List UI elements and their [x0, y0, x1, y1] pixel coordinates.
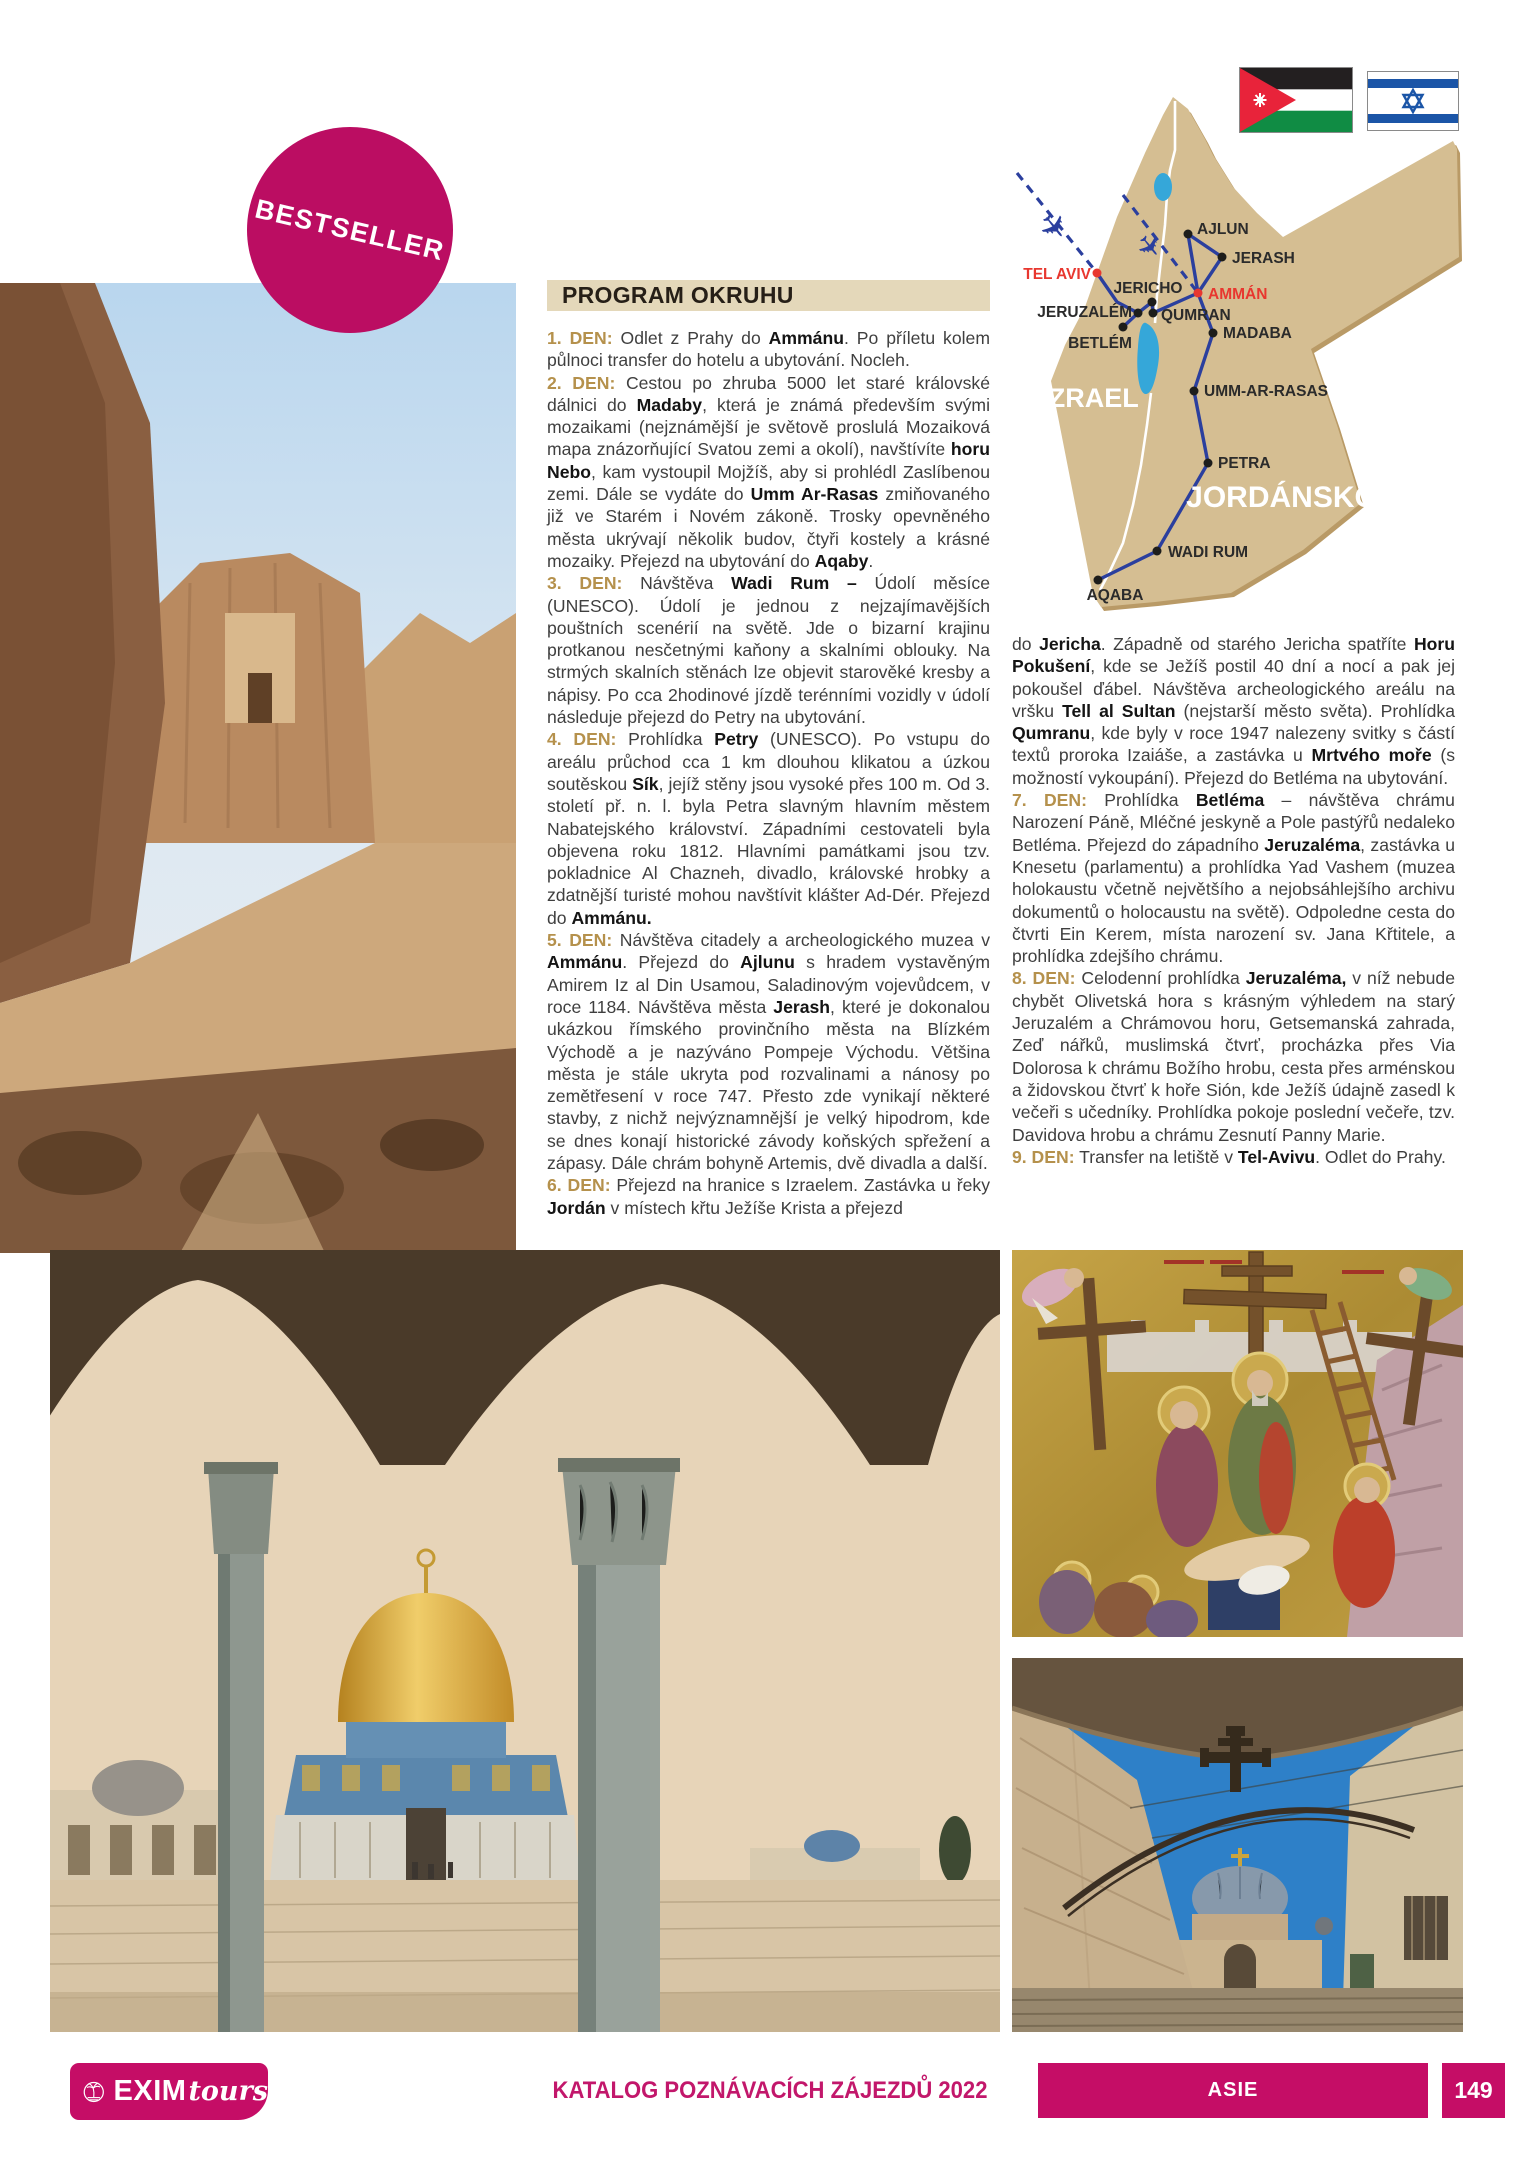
facade-door — [248, 673, 272, 723]
page-number-badge — [1442, 2063, 1505, 2118]
day-1-paragraph: 1. DEN: Odlet z Prahy do Ammánu. Po příletu kolem půlnoci transfer do hotelu a ubytování. Nocleh. — [547, 328, 990, 371]
program-left-column — [547, 280, 990, 1219]
label-amman: AMMÁN — [1208, 286, 1268, 303]
photo-dome-of-the-rock — [50, 1250, 1000, 2032]
section-label: ASIE — [1207, 2079, 1259, 2101]
label-ajlun: AJLUN — [1197, 221, 1249, 238]
airplane-icon: ✈ — [1127, 226, 1171, 268]
label-petra: PETRA — [1218, 455, 1271, 472]
label-betlem: BETLÉM — [1068, 335, 1132, 352]
airplane-icon: ✈ — [1028, 203, 1078, 252]
plaza-shadow — [50, 1992, 1000, 2032]
palm-tree-icon — [82, 2071, 106, 2113]
label-madaba: MADABA — [1223, 325, 1292, 342]
small-blue-dome — [804, 1830, 860, 1862]
day-7-paragraph: 7. DEN: Prohlídka Betléma – návštěva chrámu Narození Páně, Mléčné jeskyně a Pole pastýřů nedaleko Betléma. Přejezd do západního Jeruzaléma, zastávka u Knesetu (parlamentu) a prohlídka Yad Vashem (muzea holokaustu včetně největšího a nejobsáhlejšího archivu dokumentů o holocaustu na světě). Odpoledne cesta do čtvrti Ein Kerem, místa narození sv. Jana Křtitele, a prohlídka zdejšího chrámu. — [1012, 790, 1455, 967]
landmass — [1051, 97, 1462, 611]
window-grille — [1404, 1896, 1448, 1960]
page-number: 149 — [1454, 2077, 1493, 2103]
logo-tours-text: tours — [188, 2076, 268, 2107]
section-badge-asie — [1038, 2063, 1428, 2118]
tour-route-map — [1005, 95, 1465, 625]
lamp-ball — [1315, 1917, 1333, 1935]
label-umm-ar-rasas: UMM-AR-RASAS — [1204, 383, 1328, 400]
grey-dome — [92, 1760, 184, 1816]
exim-tours-logo — [70, 2063, 268, 2120]
day-9-paragraph: 9. DEN: Transfer na letiště v Tel-Avivu. Odlet do Prahy. — [1012, 1146, 1446, 1167]
sea-of-galilee — [1154, 173, 1172, 201]
photo-jerusalem-street — [1012, 1658, 1463, 2032]
label-jerash: JERASH — [1232, 250, 1295, 267]
boulder — [380, 1119, 484, 1171]
label-wadi-rum: WADI RUM — [1168, 544, 1249, 561]
day-6-paragraph: 6. DEN: Přejezd na hranice s Izraelem. Zastávka u řeky Jordán v místech křtu Ježíše Krista a přejezd — [547, 1175, 990, 1218]
photo-mosaic-deposition — [1012, 1250, 1463, 1637]
cypress-tree — [939, 1816, 971, 1884]
boulder — [18, 1131, 142, 1195]
day-2-paragraph: 2. DEN: Cestou po zhruba 5000 let staré královské dálnici do Madaby, která je známá především svými mozaikami (nejznámější je světově proslulá Mozaiková mapa znázorňující Svatou zemi a okolí), navštívíte horu Nebo, kam vystoupil Mojžíš, aby si prohlédl Zaslíbenou zemi. Dále se vydáte do Umm Ar-Rasas zmiňovaného již ve Starém i Novém zákoně. Trosky opevněného města ukrývají několik budov, čtyři kostely a krásné mozaiky. Přejezd na ubytování do Aqaby. — [547, 372, 990, 571]
bestseller-label: BESTSELLER — [252, 193, 448, 266]
label-jeruzalem: JERUZALÉM — [1037, 304, 1132, 321]
day-4-paragraph: 4. DEN: Prohlídka Petry (UNESCO). Po vstupu do areálu průchod cca 1 km dlouhou klikatou a úzkou soutěskou Sík, jejíž stěny jsou vysoké přes 100 m. Od 3. století př. n. l. byla Petra slavným hlavním městem Nabatejského království. Západními cestovateli byla objevena roku 1812. Hlavními památkami jsou tzv. pokladnice Al Chazneh, divadlo, královské hrobky a zdatnější turisté mohou navštívit klášter Ad-Dér. Přejezd do Ammánu. — [547, 729, 990, 928]
label-aqaba: AQABA — [1086, 587, 1144, 604]
label-jordansko: JORDÁNSKO — [1186, 481, 1378, 514]
logo-exim-text: EXIM — [113, 2075, 187, 2107]
day-6-continuation-paragraph: do Jericha. Západně od starého Jericha spatříte Horu Pokušení, kde se Ježíš postil 40 dní a nocí a pak jej pokoušel ďábel. Návštěva archeologického areálu na vršku Tell al Sultan (nejstarší město světa). Prohlídka Qumranu, kde byly v roce 1947 nalezeny svitky s částí textů proroka Izaiáše, a zastávka u Mrtvého moře (s možností vykoupání). Přejezd do Betléma na ubytování. — [1012, 634, 1456, 788]
drum — [346, 1718, 506, 1758]
program-header: PROGRAM OKRUHU — [547, 280, 990, 311]
day-8-paragraph: 8. DEN: Celodenní prohlídka Jeruzaléma, v níž nebude chybět Olivetská hora s krásným výhledem na starý Jeruzalém a Chrámovou horu, Getsemanská zahrada, Zeď nářků, muslimská čtvrť, procházka přes Via Dolorosa k chrámu Božího hrobu, cesta přes arménskou a židovskou čtvrť k hoře Sión, kde Ježíš údajně zasedl k večeři s učedníky. Prohlídka pokoje poslední večeře, tzv. Davidova hrobu a chrámu Zesnutí Panny Marie. — [1012, 968, 1455, 1145]
label-qumran: QUMRAN — [1161, 307, 1231, 324]
photo-petra-desert — [0, 283, 516, 1253]
day-3-paragraph: 3. DEN: Návštěva Wadi Rum – Údolí měsíce (UNESCO). Údolí je jednou z nejzajímavějších pouštních scenérií na světě. Jde o bizarní krajinu protkanou nesčetnými kaňony a skalními oblouky. Na strmých skalních stěnách lze objevit starověké kresby a nápisy. Po cca 2hodinové jízdě terénními vozidly v údolí následuje přejezd do Petry na ubytování. — [547, 573, 990, 728]
program-right-column — [1012, 633, 1455, 1168]
label-tel-aviv: TEL AVIV — [1023, 266, 1091, 283]
label-jericho: JERICHO — [1113, 280, 1183, 297]
bestseller-badge — [247, 127, 453, 333]
catalog-title: KATALOG POZNÁVACÍCH ZÁJEZDŮ 2022 — [552, 2077, 988, 2104]
label-izrael: IZRAEL — [1041, 383, 1139, 413]
day-5-paragraph: 5. DEN: Návštěva citadely a archeologického muzea v Ammánu. Přejezd do Ajlunu s hradem vystavěným Amirem Iz al Din Usamou, Saladinovým vojevůdcem, v roce 1184. Návštěva města Jerash, které je dokonalou ukázkou římského provinčního města na Blízkém Východě a je nazýváno Pompeje Východu. Většina města je stále ukryta pod rozvalinami a nánosy po zemětřesení v roce 747. Přesto zde vynikají některé stavby, z nichž nejvýznamnější je velký hipodrom, kde se dnes konají historické závody koňských spřežení a zápasy. Dále chrám bohyně Artemis, dvě divadla a další. — [547, 930, 991, 1173]
